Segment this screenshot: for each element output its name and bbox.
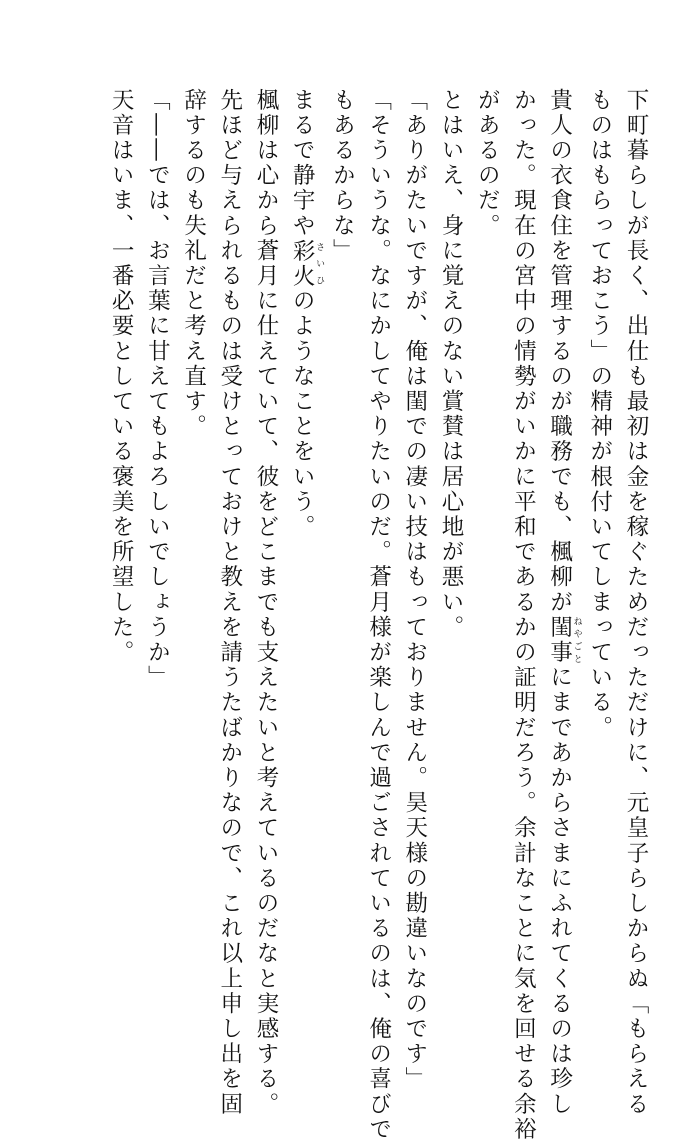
- text-line-6: とはいえ、身に覚えのない賞賛は居心地が悪い。: [437, 88, 464, 641]
- text-line-1: 下町暮らしが長く、出仕も最初は金を稼ぐためだっただけに、元皇子らしからぬ「もらえる: [623, 88, 649, 1118]
- text-line-11: 楓柳は心から蒼月に仕えていて、彼をどこまでも支えたいと考えているのだなと実感する。: [252, 88, 279, 1118]
- text-line-10-start: まるで静宇や: [289, 88, 316, 239]
- text-line-13: 辞するのも失礼だと考え直す。: [180, 88, 207, 440]
- ruby-reading-saihi: さいひ: [314, 238, 325, 289]
- text-line-3-end: にまであからさまにふれてくるのは珍し: [546, 665, 573, 1118]
- text-line-14: 「――では、お言葉に甘えてもよろしいでしょうか」: [144, 88, 171, 691]
- text-line-9: もあるからな」: [329, 88, 356, 264]
- ruby-base-saihi: 彩火: [289, 238, 316, 289]
- text-line-10-end: のようなことをいう。: [289, 288, 316, 540]
- text-line-15: 天音はいま、一番必要としている褒美を所望した。: [108, 88, 135, 666]
- ruby-neyagoto: [546, 615, 582, 666]
- text-line-8: 「そういうな。なにかしてやりたいのだ。蒼月様が楽しんで過ごされているのは、俺の喜びで: [365, 88, 392, 1142]
- ruby-saihi: [289, 238, 325, 289]
- text-line-4: かった。現在の宮中の情勢がいかに平和であるかの証明だろう。余計なことに気を回せる余裕: [510, 88, 537, 1142]
- text-line-7: 「ありがたいですが、俺は閨での凄い技はもっておりません。昊天様の勘違いなのです」: [401, 88, 428, 1092]
- text-line-12: 先ほど与えられるものは受けとっておけと教えを請うたばかりなので、これ以上申し出を固: [216, 88, 243, 1118]
- text-line-3: [541, 88, 582, 1118]
- text-line-5: があるのだ。: [474, 88, 501, 239]
- text-line-10: [284, 88, 324, 988]
- vertical-text-body: [103, 88, 654, 1142]
- ruby-reading-neyagoto: ねやごと: [571, 615, 582, 666]
- text-line-2: ものはもらっておこう」の精神が根付いてしまっている。: [586, 88, 613, 741]
- text-line-3-start: 貴人の衣食住を管理するのが職務でも、楓柳が: [546, 88, 573, 616]
- ruby-base-neyagoto: 閨事: [546, 615, 573, 666]
